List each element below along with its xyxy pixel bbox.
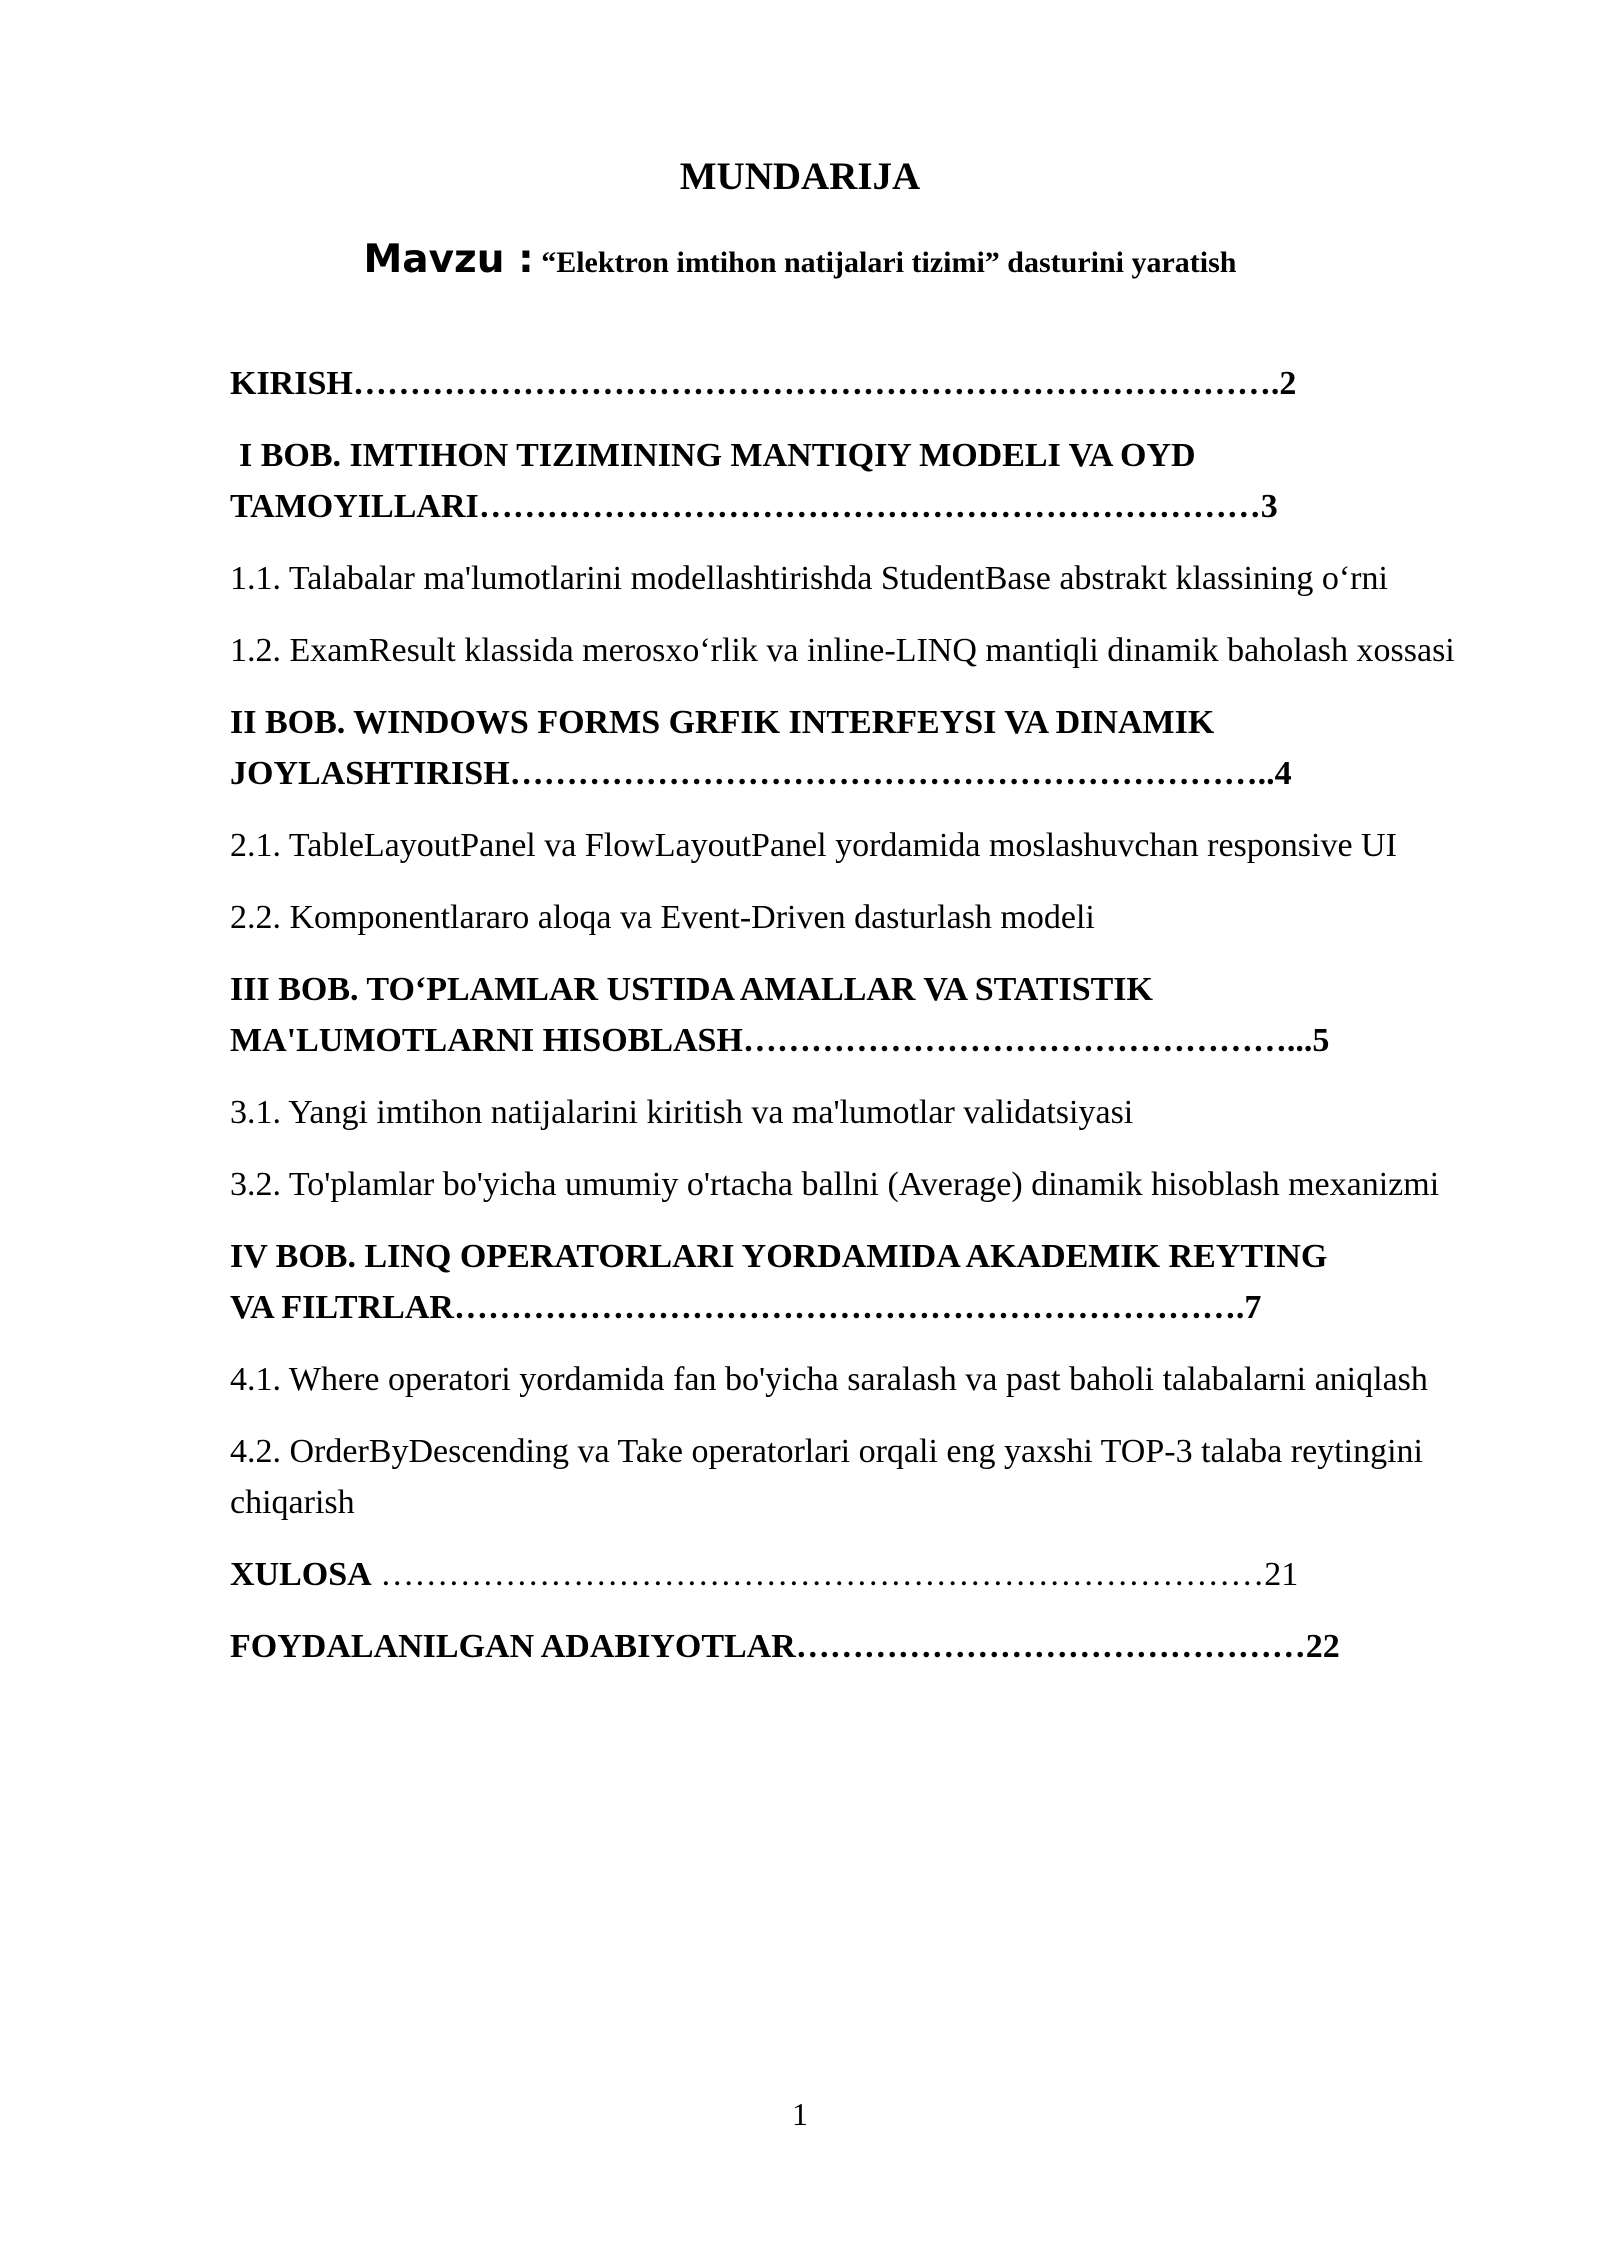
toc-chapter-3-line1: III BOB. TO‘PLAMLAR USTIDA AMALLAR VA STATISTIK bbox=[230, 971, 1153, 1008]
toc-chapter-2-line2: JOYLASHTIRISH…………………………………………………………..4 bbox=[230, 755, 1292, 792]
page-number: 1 bbox=[792, 2096, 808, 2132]
table-of-contents bbox=[230, 358, 1498, 1693]
toc-section-2-2: 2.2. Komponentlararo aloqa va Event-Driven dasturlash modeli bbox=[230, 899, 1095, 936]
toc-chapter-2 bbox=[230, 697, 1498, 799]
toc-chapter-3-line2: MA'LUMOTLARNI HISOBLASH…………………………………………...5 bbox=[230, 1022, 1330, 1059]
toc-chapter-4 bbox=[230, 1231, 1498, 1333]
toc-section-2-1: 2.1. TableLayoutPanel va FlowLayoutPanel yordamida moslashuvchan responsive UI bbox=[230, 827, 1397, 864]
toc-xulosa-label: XULOSA bbox=[230, 1556, 372, 1593]
toc-chapter-3 bbox=[230, 964, 1498, 1066]
toc-section-3-2: 3.2. To'plamlar bo'yicha umumiy o'rtacha ballni (Average) dinamik hisoblash mexanizmi bbox=[230, 1166, 1440, 1203]
toc-chapter-1-line2: TAMOYILLARI……………………………………………………………3 bbox=[230, 488, 1278, 525]
topic-subtitle bbox=[0, 232, 1600, 296]
toc-chapter-1 bbox=[230, 430, 1498, 532]
toc-chapter-4-line1: IV BOB. LINQ OPERATORLARI YORDAMIDA AKADEMIK REYTING bbox=[230, 1238, 1328, 1275]
page-title: MUNDARIJA bbox=[679, 155, 921, 198]
toc-section-1-2: 1.2. ExamResult klassida merosxo‘rlik va inline-LINQ mantiqli dinamik baholash xossasi bbox=[230, 632, 1455, 669]
topic-text: “Elektron imtihon natijalari tizimi” dasturini yaratish bbox=[533, 246, 1237, 279]
toc-chapter-2-line1: II BOB. WINDOWS FORMS GRFIK INTERFEYSI VA DINAMIK bbox=[230, 704, 1215, 741]
toc-entry-xulosa bbox=[230, 1549, 1498, 1600]
toc-xulosa-leader: ……………………………………………………………………21 bbox=[371, 1556, 1299, 1593]
toc-section-3-1: 3.1. Yangi imtihon natijalarini kiritish va ma'lumotlar validatsiyasi bbox=[230, 1094, 1134, 1131]
toc-entry-adabiyotlar: FOYDALANILGAN ADABIYOTLAR………………………………………22 bbox=[230, 1628, 1340, 1665]
toc-section-1-1: 1.1. Talabalar ma'lumotlarini modellashtirishda StudentBase abstrakt klassining o‘rni bbox=[230, 560, 1388, 597]
toc-section-4-2: 4.2. OrderByDescending va Take operatorlari orqali eng yaxshi TOP-3 talaba reytingini chiqarish bbox=[230, 1433, 1423, 1521]
toc-chapter-4-line2: VA FILTRLAR…………………………………………………………….7 bbox=[230, 1289, 1262, 1326]
topic-label: Mavzu : bbox=[363, 237, 534, 282]
toc-chapter-1-line1: I BOB. IMTIHON TIZIMINING MANTIQIY MODELI VA OYD bbox=[239, 437, 1196, 474]
toc-entry-kirish: KIRISH……………………………………………………………………….2 bbox=[230, 365, 1297, 402]
toc-section-4-1: 4.1. Where operatori yordamida fan bo'yicha saralash va past baholi talabalarni aniqlash bbox=[230, 1361, 1428, 1398]
